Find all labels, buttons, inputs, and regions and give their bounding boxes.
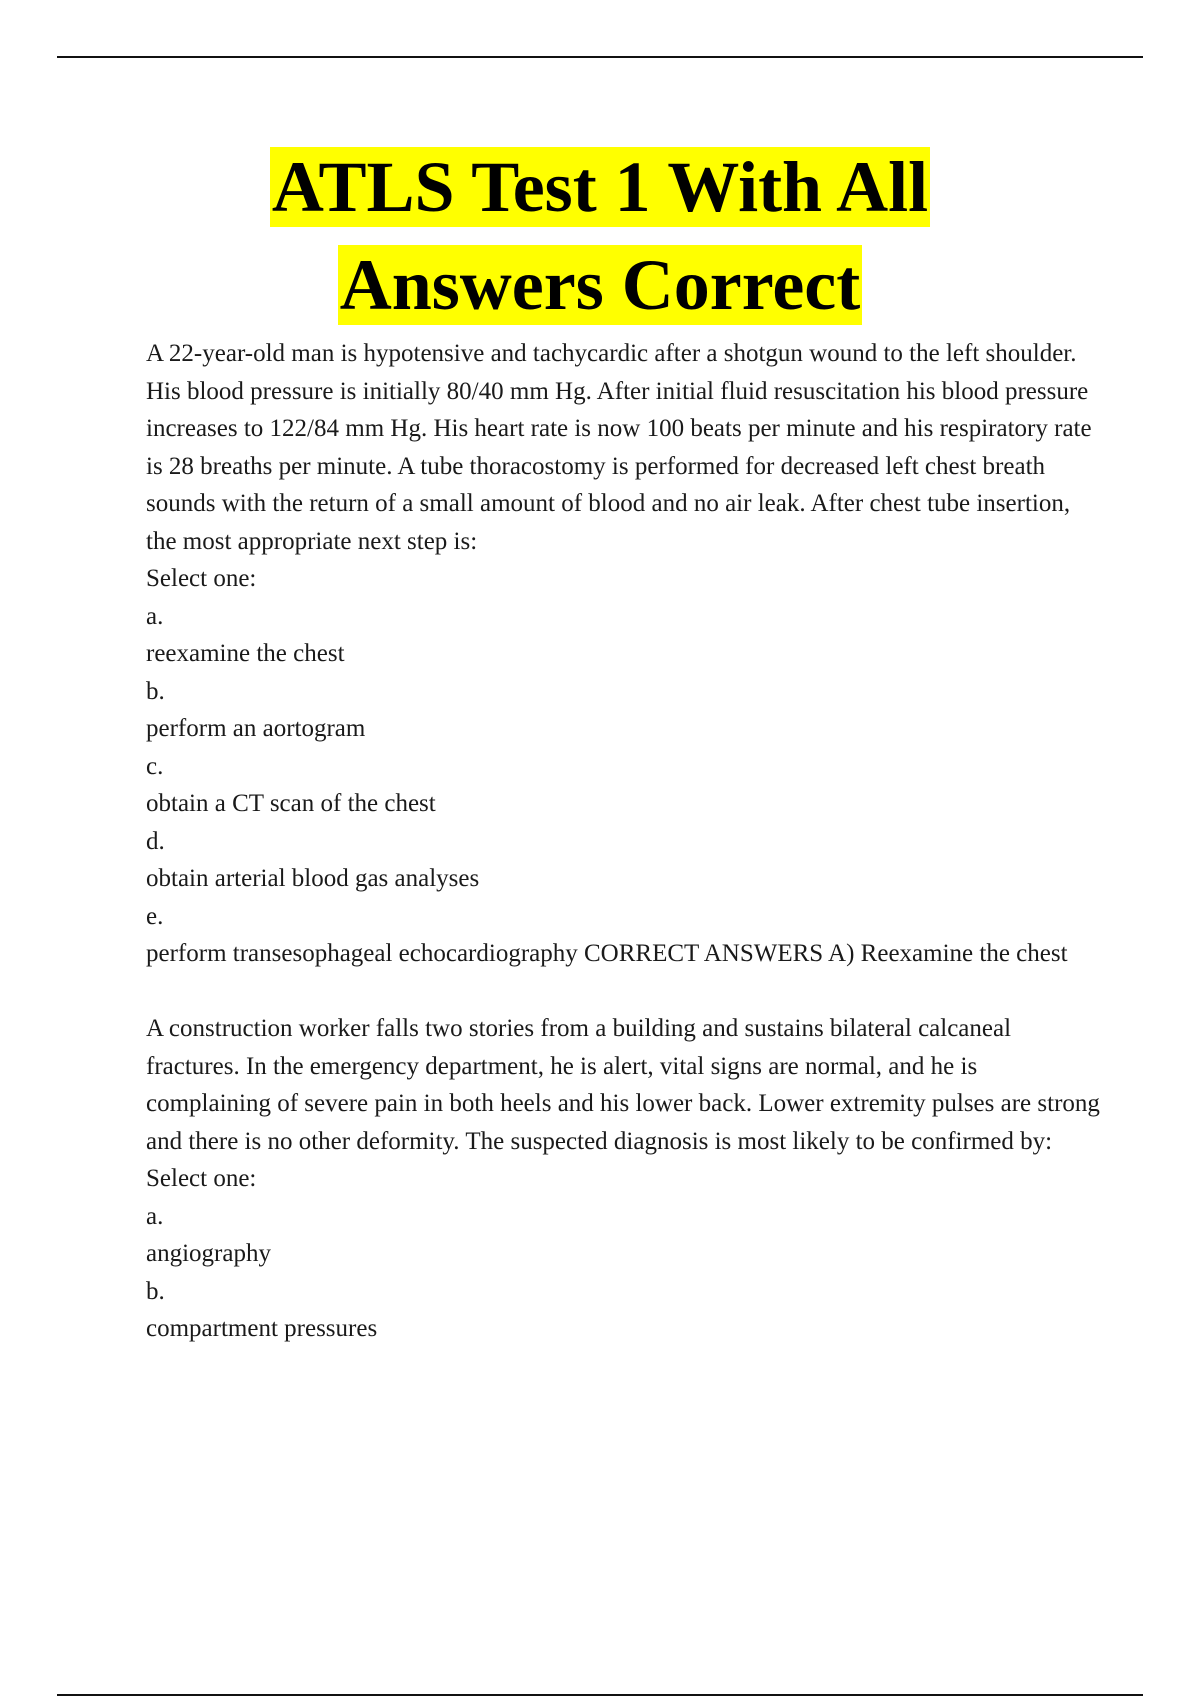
title-line-1: ATLS Test 1 With All bbox=[271, 147, 929, 227]
question-1-option-e-text: perform transesophageal echocardiography CORRECT ANSWERS A) Reexamine the chest bbox=[146, 940, 1068, 967]
question-1-option-c-text: obtain a CT scan of the chest bbox=[146, 790, 436, 817]
question-2 bbox=[146, 1010, 1106, 1348]
question-1-option-e-letter: e. bbox=[146, 902, 164, 930]
question-1-option-a-text: reexamine the chest bbox=[146, 640, 345, 667]
question-1-option-c-letter: c. bbox=[146, 752, 164, 780]
question-1-option-a-letter: a. bbox=[146, 602, 164, 630]
top-rule bbox=[57, 56, 1143, 58]
question-1-option-d-letter: d. bbox=[146, 827, 165, 855]
page-title bbox=[0, 138, 1200, 334]
question-1-stem: A 22-year-old man is hypotensive and tachycardic after a shotgun wound to the left shoulder. His blood pressure is initially 80/40 mm Hg. After initial fluid resuscitation his blood pressure increases to 122/84 mm Hg. His heart rate is now 100 beats per minute and his respiratory rate is 28 breaths per minute. A tube thoracostomy is performed for decreased left chest breath sounds with the return of a small amount of blood and no air leak. After chest tube insertion, the most appropriate next step is: bbox=[146, 340, 1092, 555]
question-2-option-b-letter: b. bbox=[146, 1277, 165, 1305]
question-2-option-a-letter: a. bbox=[146, 1202, 164, 1230]
question-2-option-b-text: compartment pressures bbox=[146, 1315, 378, 1342]
question-1 bbox=[146, 335, 1106, 973]
title-line-2: Answers Correct bbox=[339, 245, 861, 325]
question-1-option-b-text: perform an aortogram bbox=[146, 715, 366, 742]
question-1-select-label: Select one: bbox=[146, 565, 257, 592]
paragraph-gap bbox=[146, 973, 1106, 1011]
bottom-rule bbox=[57, 1694, 1143, 1696]
question-2-option-a-text: angiography bbox=[146, 1240, 271, 1267]
question-1-option-b-letter: b. bbox=[146, 677, 165, 705]
question-2-stem: A construction worker falls two stories from a building and sustains bilateral calcaneal fractures. In the emergency department, he is alert, vital signs are normal, and he is complaining of severe pain in both heels and his lower back. Lower extremity pulses are strong and there is no other deformity. The suspected diagnosis is most likely to be confirmed by: bbox=[146, 1015, 1100, 1155]
document-body bbox=[146, 335, 1106, 1348]
question-1-option-d-text: obtain arterial blood gas analyses bbox=[146, 865, 480, 892]
question-2-select-label: Select one: bbox=[146, 1165, 257, 1192]
